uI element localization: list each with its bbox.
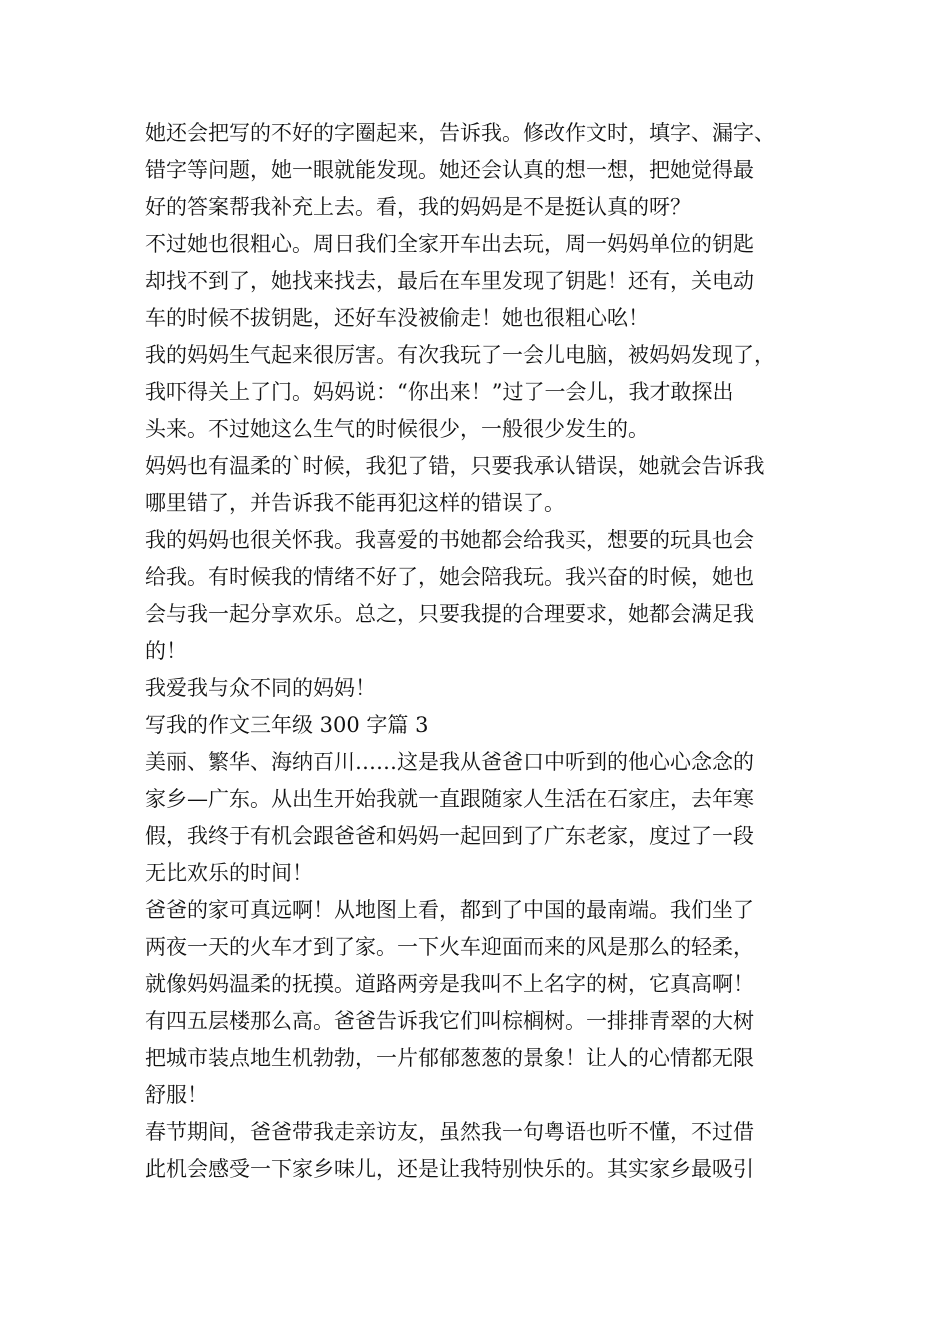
text-line: 我吓得关上了门。妈妈说：“你出来！”过了一会儿，我才敢探出 <box>145 380 734 404</box>
text-line: 我爱我与众不同的妈妈！ <box>145 676 376 700</box>
text-line: 家乡—广东。从出生开始我就一直跟随家人生活在石家庄，去年寒 <box>145 787 754 811</box>
text-line: 舒服！ <box>145 1083 208 1107</box>
text-line: 美丽、繁华、海纳百川……这是我从爸爸口中听到的他心心念念的 <box>145 750 754 774</box>
text-line: 我的妈妈也很关怀我。我喜爱的书她都会给我买，想要的玩具也会 <box>145 528 754 552</box>
text-line: 好的答案帮我补充上去。看，我的妈妈是不是挺认真的呀？ <box>145 195 691 219</box>
text-line: 爸爸的家可真远啊！从地图上看，都到了中国的最南端。我们坐了 <box>145 898 754 922</box>
text-line: 两夜一天的火车才到了家。一下火车迎面而来的风是那么的轻柔， <box>145 935 754 959</box>
text-line: 错字等问题，她一眼就能发现。她还会认真的想一想，把她觉得最 <box>145 158 754 182</box>
text-line: 春节期间，爸爸带我走亲访友，虽然我一句粤语也听不懂，不过借 <box>145 1120 754 1144</box>
text-line: 的！ <box>145 639 187 663</box>
text-line: 车的时候不拔钥匙，还好车没被偷走！她也很粗心吆！ <box>145 306 649 330</box>
text-line: 不过她也很粗心。周日我们全家开车出去玩，周一妈妈单位的钥匙 <box>145 232 754 256</box>
document-body <box>145 115 810 1188</box>
text-line: 哪里错了，并告诉我不能再犯这样的错误了。 <box>145 491 565 515</box>
text-line: 就像妈妈温柔的抚摸。道路两旁是我叫不上名字的树，它真高啊！ <box>145 972 754 996</box>
text-line: 我的妈妈生气起来很厉害。有次我玩了一会儿电脑，被妈妈发现了， <box>145 343 775 367</box>
text-line: 她还会把写的不好的字圈起来，告诉我。修改作文时，填字、漏字、 <box>145 121 775 145</box>
text-line: 会与我一起分享欢乐。总之，只要我提的合理要求，她都会满足我 <box>145 602 754 626</box>
text-line: 把城市装点地生机勃勃，一片郁郁葱葱的景象！让人的心情都无限 <box>145 1046 754 1070</box>
text-line: 头来。不过她这么生气的时候很少，一般很少发生的。 <box>145 417 649 441</box>
text-line: 此机会感受一下家乡味儿，还是让我特别快乐的。其实家乡最吸引 <box>145 1157 754 1181</box>
text-line: 有四五层楼那么高。爸爸告诉我它们叫棕榈树。一排排青翠的大树 <box>145 1009 754 1033</box>
text-line: 妈妈也有温柔的`时候，我犯了错，只要我承认错误，她就会告诉我 <box>145 454 765 478</box>
text-line: 给我。有时候我的情绪不好了，她会陪我玩。我兴奋的时候，她也 <box>145 565 754 589</box>
text-line: 却找不到了，她找来找去，最后在车里发现了钥匙！还有，关电动 <box>145 269 754 293</box>
text-line: 无比欢乐的时间！ <box>145 861 313 885</box>
text-line: 假，我终于有机会跟爸爸和妈妈一起回到了广东老家，度过了一段 <box>145 824 754 848</box>
section-heading: 写我的作文三年级 300 字篇 3 <box>145 713 429 737</box>
